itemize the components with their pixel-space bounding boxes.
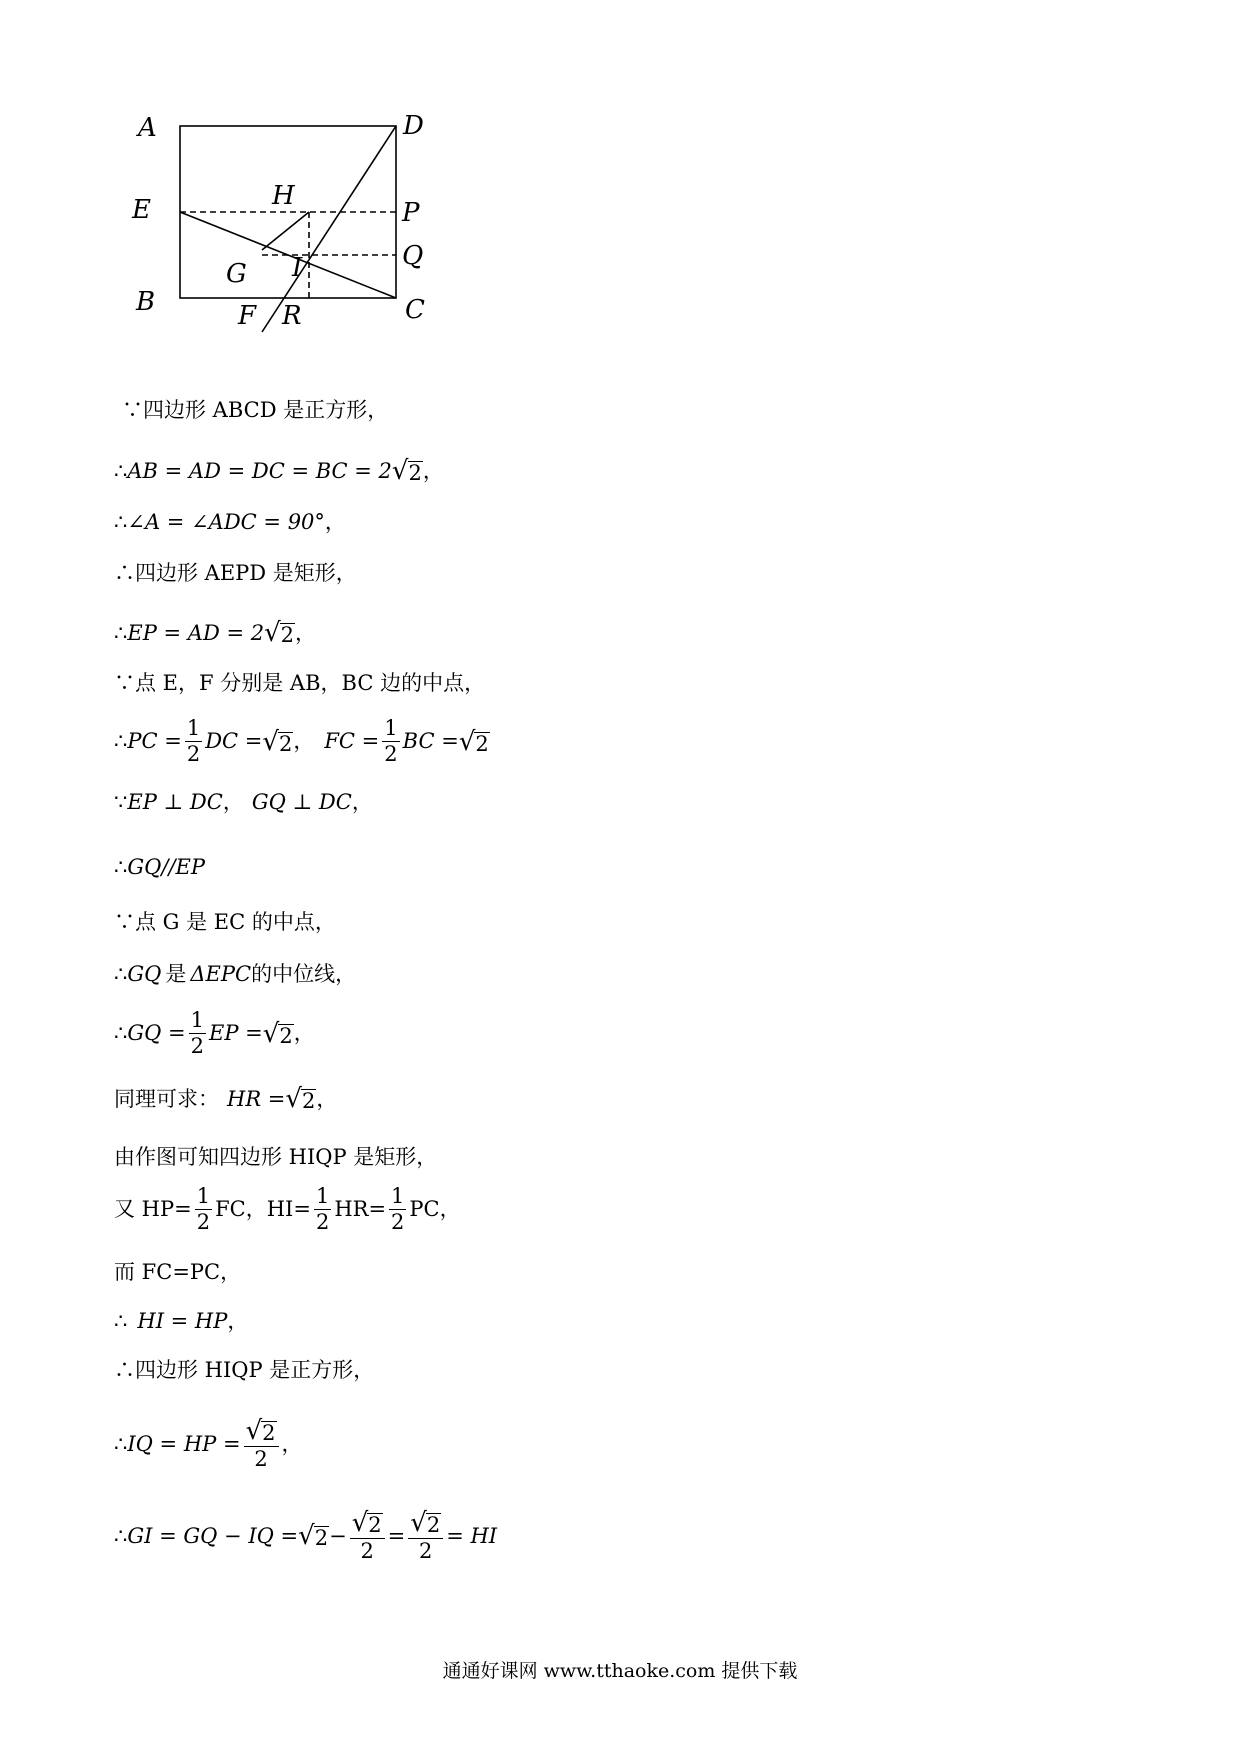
- proof-line-5: [114, 620, 316, 646]
- proof-text: 由作图可知四边形 HIQP 是矩形，: [114, 1145, 438, 1169]
- proof-line-3: [114, 512, 346, 533]
- punctuation: ，: [422, 458, 444, 483]
- square-diagram: [132, 111, 440, 378]
- sqrt-expression: √ 2: [391, 456, 422, 486]
- proof-text: ∵点 G 是 EC 的中点，: [114, 910, 336, 934]
- fraction: $\frac{1}{2}$: [315, 1184, 330, 1234]
- therefore-symbol: ∴: [114, 1523, 128, 1548]
- punctuation: ，: [324, 510, 346, 534]
- proof-line-17: ∴ HI = HP ，: [114, 1309, 249, 1333]
- proof-line-8: ∵ EP ⊥ DC ， GQ ⊥ DC ，: [114, 790, 373, 814]
- proof-line-19: ∴ IQ = HP = √ 2 2 ，: [114, 1416, 303, 1471]
- sqrt-expression: √ 2: [264, 618, 295, 648]
- fraction: $\frac{1}{2}$: [391, 1184, 405, 1234]
- proof-line-4: [114, 563, 357, 584]
- fraction: $\frac{1}{2}$: [196, 1184, 211, 1234]
- sqrt-expression: √ 2: [298, 1521, 329, 1551]
- label-q: Q: [402, 241, 424, 271]
- proof-text: 而 FC=PC，: [114, 1260, 242, 1284]
- therefore-symbol: ∴: [114, 510, 128, 534]
- proof-line-16: [114, 1262, 241, 1283]
- therefore-symbol: ∴: [114, 729, 128, 753]
- sqrt-expression: √ 2: [262, 1018, 293, 1049]
- therefore-symbol: ∴: [114, 855, 128, 879]
- fraction: $\frac{1}{2}$: [186, 716, 201, 766]
- proof-line-7: ∴ PC = $\frac{1}{2}$ DC = √ 2 ， FC = $\frac{1}{2}$ BC = √ 2: [114, 716, 489, 766]
- label-h: H: [272, 181, 295, 211]
- proof-line-11: ∴ GQ 是 ΔEPC 的中位线，: [114, 962, 357, 986]
- proof-line-10: [114, 912, 336, 933]
- label-r: R: [282, 301, 302, 331]
- label-i: I: [292, 253, 303, 283]
- proof-text: ∵四边形 ABCD 是正方形，: [122, 398, 389, 422]
- proof-text: ∴四边形 AEPD 是矩形，: [114, 561, 357, 585]
- math-expression: EP = AD = 2: [127, 620, 265, 645]
- fraction: √ 2 2: [408, 1510, 443, 1562]
- proof-text: ∵点 E，F 分别是 AB，BC 边的中点，: [114, 671, 486, 695]
- fraction: √ 2 2: [244, 1418, 279, 1470]
- proof-line-18: [114, 1360, 374, 1381]
- proof-line-15: 又 HP= $\frac{1}{2}$ FC，HI= $\frac{1}{2}$ HR= $\frac{1}{2}$ PC，: [114, 1184, 461, 1234]
- proof-line-13: 同理可求： HR = √ 2 ，: [114, 1084, 338, 1114]
- proof-line-12: ∴ GQ = $\frac{1}{2}$ EP = √ 2 ，: [114, 1008, 315, 1058]
- punctuation: ，: [295, 620, 317, 645]
- proof-line-9: ∴ GQ//EP: [114, 855, 205, 879]
- label-a: A: [138, 113, 157, 143]
- proof-text: ∴四边形 HIQP 是正方形，: [114, 1358, 375, 1382]
- proof-line-1: [122, 400, 388, 421]
- therefore-symbol: ∴: [114, 458, 128, 483]
- because-symbol: ∵: [114, 790, 128, 814]
- line-hg: [262, 212, 309, 250]
- therefore-symbol: ∴: [114, 962, 128, 986]
- fraction: $\frac{1}{2}$: [190, 1008, 205, 1058]
- proof-line-14: [114, 1147, 437, 1168]
- sqrt-expression: √ 2: [262, 726, 293, 757]
- label-c: C: [405, 295, 425, 325]
- math-expression: AB = AD = DC = BC = 2: [127, 458, 392, 483]
- therefore-symbol: ∴: [114, 620, 128, 645]
- proof-line-20: ∴ GI = GQ − IQ = √ 2 − √ 2 2 = √ 2 2 = HI: [114, 1508, 498, 1563]
- therefore-symbol: ∴: [114, 1431, 128, 1456]
- label-b: B: [136, 287, 156, 317]
- sqrt-expression: √ 2: [458, 726, 489, 757]
- proof-line-6: [114, 673, 485, 694]
- label-f: F: [238, 301, 257, 331]
- label-d: D: [403, 111, 424, 141]
- label-e: E: [132, 195, 151, 225]
- proof-line-2: [114, 458, 444, 484]
- geometry-figure: [132, 111, 440, 378]
- therefore-symbol: ∴: [114, 1021, 128, 1045]
- fraction: √ 2 2: [350, 1510, 385, 1562]
- therefore-symbol: ∴: [114, 1309, 128, 1333]
- label-p: P: [402, 198, 420, 228]
- page-footer: 通通好课网 www.tthaoke.com 提供下载: [442, 1660, 798, 1682]
- math-expression: ∠A = ∠ADC = 90°: [127, 510, 325, 534]
- sqrt-expression: √ 2: [285, 1084, 316, 1114]
- label-g: G: [226, 259, 247, 289]
- fraction: $\frac{1}{2}$: [384, 716, 398, 766]
